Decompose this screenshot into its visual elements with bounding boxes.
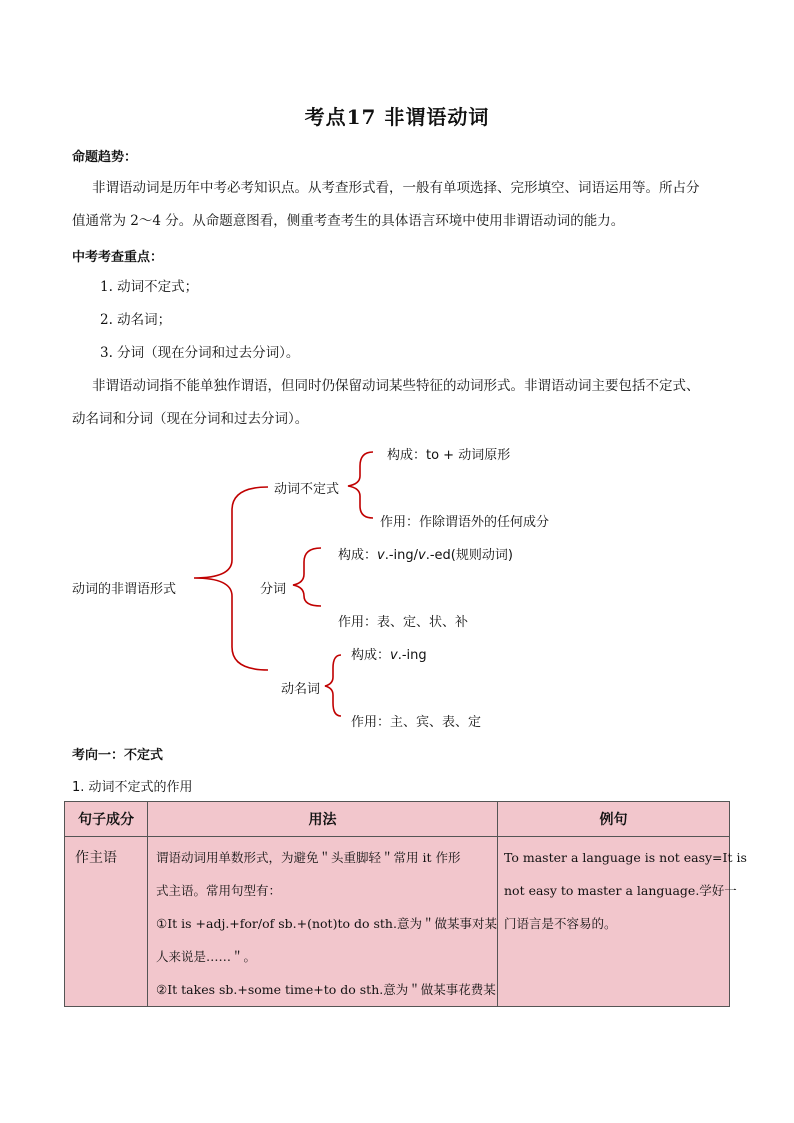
page-title: 考点17 非谓语动词 — [304, 105, 490, 129]
usage-line: 式主语。常用句型有： — [156, 883, 282, 898]
diagram-infinitive: 动词不定式 — [274, 482, 340, 497]
participle-brace — [293, 548, 321, 606]
table-row — [65, 837, 730, 1007]
example-line: 门语言是不容易的。 — [504, 916, 617, 931]
diagram-gerund: 动名词 — [281, 682, 321, 697]
usage-line: ①It is +adj.+for/of sb.+(not)to do sth.意为＂做某事对某 — [156, 916, 497, 931]
intro-line-2: 动名词和分词（现在分词和过去分词）。 — [72, 411, 309, 427]
focus-item-3: 3. 分词（现在分词和过去分词）。 — [100, 345, 300, 361]
intro-line-1: 非谓语动词指不能单独作谓语，但同时仍保留动词某些特征的动词形式。非谓语动词主要包括不定式、 — [92, 378, 700, 394]
focus-heading: 中考考查重点： — [72, 250, 164, 265]
focus-item-1: 1. 动词不定式； — [100, 279, 199, 295]
cell-component: 作主语 — [65, 837, 148, 1007]
usage-line: 谓语动词用单数形式，为避免＂头重脚轻＂常用 it 作形 — [156, 850, 461, 865]
trend-line-2: 值通常为 2～4 分。从命题意图看，侧重考查考生的具体语言环境中使用非谓语动词的能力。 — [72, 213, 625, 229]
example-line: not easy to master a language.学好一 — [504, 883, 737, 898]
cell-example — [498, 837, 747, 1007]
header-example: 例句 — [498, 802, 730, 837]
infinitive-brace — [348, 452, 373, 518]
diagram-participle: 分词 — [260, 582, 287, 597]
root-brace — [194, 487, 268, 670]
diagram-root: 动词的非谓语形式 — [72, 582, 177, 597]
diagram-participle-form: 构成：v.-ing/v.-ed(规则动词) — [338, 548, 513, 563]
trend-heading: 命题趋势： — [72, 150, 138, 165]
section-subheading: 1. 动词不定式的作用 — [72, 780, 193, 795]
usage-line: ②It takes sb.+some time+to do sth.意为＂做某事花费某 — [156, 982, 496, 997]
infinitive-function-table — [64, 801, 747, 1007]
header-component: 句子成分 — [65, 802, 148, 837]
diagram-infinitive-use: 作用：作除谓语外的任何成分 — [380, 515, 550, 530]
diagram-infinitive-form: 构成：to + 动词原形 — [387, 448, 511, 463]
diagram-participle-use: 作用：表、定、状、补 — [338, 615, 469, 630]
diagram-gerund-use: 作用：主、宾、表、定 — [351, 715, 482, 730]
section-heading: 考向一：不定式 — [72, 748, 164, 763]
cell-usage — [148, 837, 498, 1007]
header-usage: 用法 — [148, 802, 498, 837]
trend-line-1: 非谓语动词是历年中考必考知识点。从考查形式看，一般有单项选择、完形填空、词语运用等。所占分 — [92, 180, 700, 196]
example-line: To master a language is not easy=It is — [504, 850, 747, 865]
focus-item-2: 2. 动名词； — [100, 312, 172, 328]
gerund-brace — [325, 655, 341, 716]
usage-line: 人来说是……＂。 — [156, 949, 257, 964]
diagram-gerund-form: 构成：v.-ing — [351, 648, 427, 663]
